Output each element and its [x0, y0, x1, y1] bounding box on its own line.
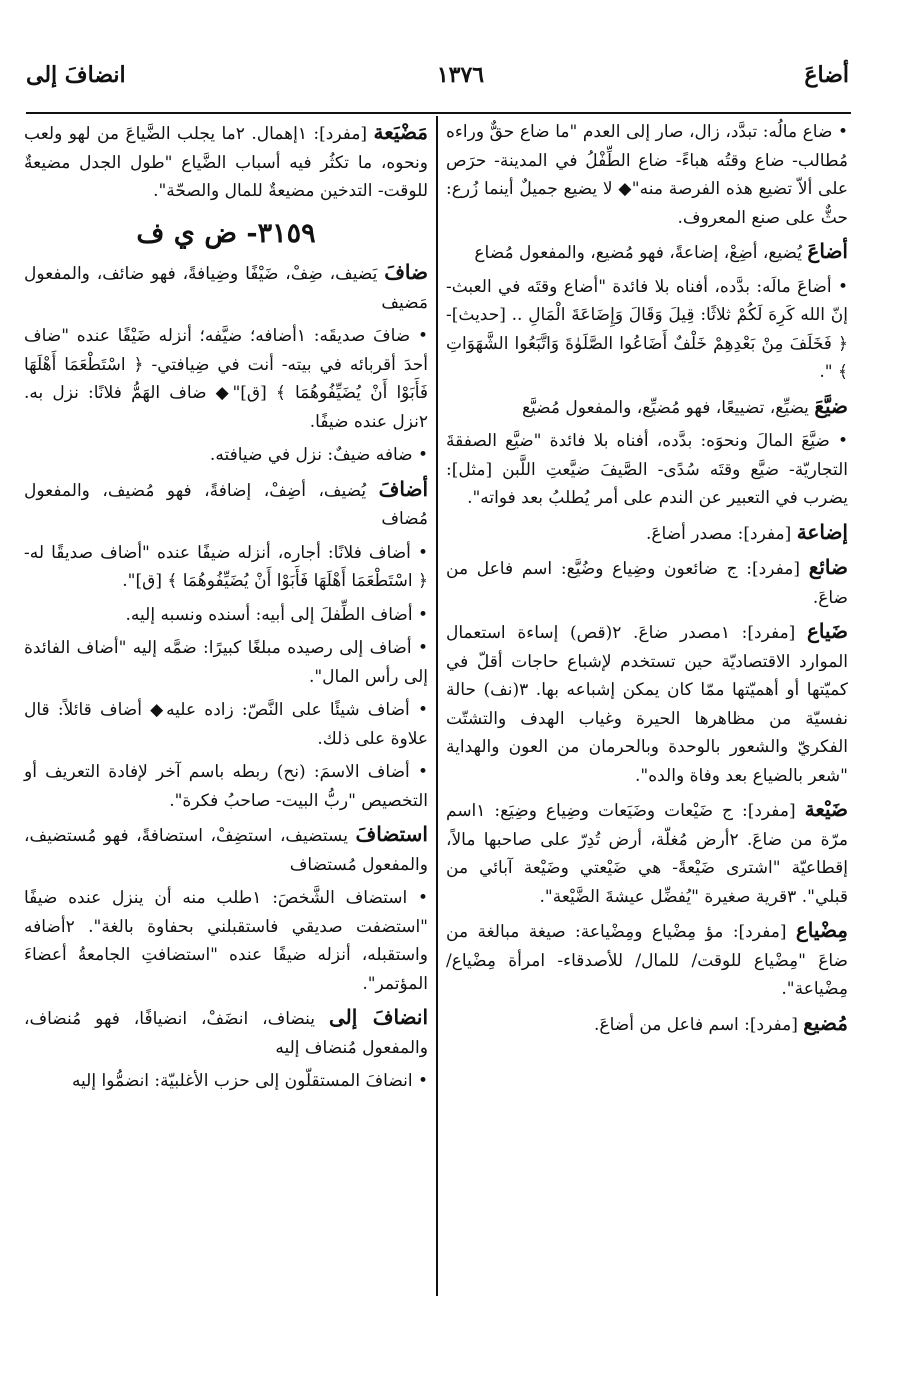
entry-text: • استضاف الشَّخصَ: ١طلب منه أن ينزل عنده ضيفًا "استضفت صديقي فاستقبلني بحفاوة بالغة". ٢أضافه واستقبله، أنزله ضيفًا عنده "استضافتِ الجامعةُ أعضاءَ المؤتمر". — [24, 888, 429, 994]
dictionary-entry — [446, 1009, 848, 1040]
dictionary-entry — [24, 884, 428, 998]
entry-text: يُضيع، أضِعْ، إضاعةً، فهو مُضيع، والمفعول مُضاع — [474, 243, 803, 263]
entry-text: • ضافَ صديقَه: ١أضافه؛ ضيَّفه؛ أنزله ضَيْفًا عنده "ضاف أحدَ أقربائه في بيته- أنت في ضِيافتي- ﴿ اسْتَطْعَمَا أَهْلَهَا فَأَبَوْا أَنْ يُضَيِّفُوهُمَا ﴾ [ق]"◆ ضاف الهَمُّ فلانًا: نزل به. ٢نزل عنده ضيفًا. — [24, 326, 428, 432]
entry-text: [مفرد]: اسم فاعل من أضاعَ. — [594, 1014, 798, 1035]
entry-text: • أضاف فلانًا: أجاره، أنزله ضيفًا عنده "أضاف صديقًا له- ﴿ اسْتَطْعَمَا أَهْلَهَا فَأَبَوْا أَنْ يُضَيِّفُوهُمَا ﴾ [ق]". — [24, 542, 428, 591]
dictionary-entry — [24, 758, 428, 815]
dictionary-entry — [24, 1003, 428, 1062]
entry-headword: أضاعَ — [807, 239, 848, 263]
dictionary-entry — [24, 696, 428, 753]
entry-headword: مُضيع — [803, 1010, 848, 1035]
dictionary-entry — [24, 601, 428, 630]
dictionary-entry — [24, 1067, 428, 1096]
entry-text: • ضيَّعَ المالَ ونحوَه: بدَّده، أفناه بلا فائدة "ضيَّع الصفقةَ التجاريّة- ضيَّع وقتَه سُدًى- الصَّيفَ ضيَّعتِ اللَّبن [مثل]: يضرب في التعبير عن الندم على أمر يُطلبُ بعد فواته". — [446, 431, 848, 508]
dictionary-entry — [446, 916, 848, 1004]
right-column — [446, 118, 848, 1044]
entry-text: يستضيف، استضِفْ، استضافةً، فهو مُستضيف، والمفعول مُستضاف — [24, 826, 428, 875]
entry-text: • ضاع مالُه: تبدَّد، زال، صار إلى العدم "ما ضاع حقٌّ وراءه مُطالب- ضاع وقتُه هباءً- ضاع الطِّفْلُ في المدينة- حرَص على ألاّ تضيع هذه الفرصة منه"◆ لا يضيع جميلٌ أينما زُرع: حثٌّ على صنع المعروف. — [446, 122, 848, 228]
entry-text: [مفرد]: مصدر أضاعَ. — [645, 523, 792, 544]
entry-text: • أضاف شيئًا على النَّصّ: زاده عليه◆ أضاف قائلاً: قال علاوة على ذلك. — [24, 700, 428, 749]
entry-headword: ضافَ — [384, 260, 428, 284]
dictionary-entry — [24, 322, 428, 436]
dictionary-entry — [446, 118, 848, 232]
section-title: ٣١٥٩- ض ي ف — [136, 217, 316, 249]
entry-text: [مفرد]: ج ضَيْعات وضَيَعات وضِياع وضِيَع: ١اسم مرّة من ضاعَ. ٢أرض مُغلّة، أرض تُدِرّ على صاحبها مالاً، إقطاعيّة "اشترى ضَيْعةً- هي ضَيْعتي وضَيْعة آبائي من قبلي". ٣قرية صغيرة "يُفضِّل عيشةَ الضَّيْعة". — [446, 801, 848, 907]
dictionary-entry — [446, 427, 848, 513]
left-column — [24, 118, 428, 1101]
dictionary-entry — [446, 795, 848, 911]
entry-text: • ضافه ضيفٌ: نزل في ضيافته. — [209, 445, 428, 465]
dictionary-entry — [24, 118, 428, 206]
dictionary-entry — [24, 258, 428, 317]
header-rule — [26, 112, 851, 114]
entry-text: يضيِّع، تضييعًا، فهو مُضيِّع، والمفعول مُضيَّع — [522, 397, 809, 418]
header-left-word: انضافَ إلى — [26, 62, 126, 88]
entry-text: [مفرد]: مؤ مِضْياع ومِضْياعة: صيغة مبالغة من ضاعَ "مِضْياع للوقت/ للمال/ للأصدقاء- امرأة مِضْياع/ مِضْياعة". — [446, 922, 848, 999]
entry-headword: استضافَ — [355, 822, 428, 846]
dictionary-entry — [24, 475, 428, 534]
entry-headword: ضائع — [808, 555, 849, 579]
dictionary-entry — [24, 441, 428, 470]
entry-text: ينضاف، انضَفْ، انضيافًا، فهو مُنضاف، والمفعول مُنضاف إليه — [24, 1009, 428, 1058]
entry-headword: انضافَ إلى — [328, 1005, 428, 1029]
dictionary-entry — [446, 617, 848, 790]
entry-headword: إضاعة — [796, 519, 848, 544]
dictionary-entry — [446, 237, 848, 268]
page-number: ١٣٧٦ — [436, 62, 485, 88]
entry-text: • أضاعَ مالَه: بدَّده، أفناه بلا فائدة "أضاع وقتَه في العبث- إنّ الله كَرِهَ لَكُمْ ثلاثًا: قِيلَ وَقَالَ وَإِضَاعَةَ الْمَالِ .. [حديث]- ﴿ فَخَلَفَ مِنْ بَعْدِهِمْ خَلْفٌ أَضَاعُوا الصَّلَوٰةَ وَاتَّبَعُوا الشَّهَوَاتِ ﴾ ". — [446, 276, 848, 382]
entry-headword: ضيَّعَ — [814, 393, 848, 418]
entry-headword: مَضْيَعة — [373, 120, 428, 144]
entry-headword: ضَياع — [806, 619, 849, 643]
entry-headword: أضافَ — [378, 476, 429, 501]
dictionary-entry — [446, 553, 848, 612]
entry-text: • أضاف إلى رصيده مبلغًا كبيرًا: ضمَّه إليه "أضاف الفائدة إلى رأس المال". — [24, 638, 428, 687]
dictionary-entry — [446, 273, 848, 387]
entry-text: يُضيف، أضِفْ، إضافةً، فهو مُضيف، والمفعول مُضاف — [24, 480, 428, 529]
dictionary-entry — [24, 634, 428, 691]
entry-text: [مفرد]: ١مصدر ضاعَ. ٢(قص) إساءة استعمال الموارد الاقتصاديّة حين تستخدم لإشباع حاجات أقلّ في كميّتها أو أهميّتها ممّا كان يمكن إشباعه بها. ٣(نف) حالة نفسيّة من مظاهرها الحيرة وغياب الهدف والتشتّت الفكريّ والشعور بالوحدة وبالحرمان من العون والهداية "شعر بالضياع بعد وفاة والده". — [446, 623, 848, 786]
column-divider — [436, 116, 438, 1296]
entry-headword: مِضْياع — [795, 918, 848, 942]
dictionary-entry — [446, 392, 848, 423]
entry-text: • أضاف الاسمَ: (نح) ربطه باسم آخر لإفادة التعريف أو التخصيص "ربُّ البيت- صاحبُ فكرة". — [24, 762, 428, 811]
entry-text: • انضافَ المستقلّون إلى حزب الأغلبيّة: انضمُّوا إليه — [71, 1071, 428, 1091]
dictionary-entry — [24, 820, 428, 879]
entry-text: • أضاف الطِّفلَ إلى أبيه: أسنده ونسبه إليه. — [125, 604, 428, 625]
entry-text: يَضيف، ضِفْ، ضَيْفًا وضِيافةً، فهو ضائف، والمفعول مَضيف — [24, 264, 428, 313]
entry-headword: ضَيْعة — [804, 797, 848, 821]
page-header — [0, 52, 921, 112]
dictionary-entry — [24, 539, 428, 596]
header-right-word: أضاعَ — [804, 62, 849, 88]
entry-text: [مفرد]: ١إهمال. ٢ما يجلب الضَّياعَ من لهو ولعب ونحوه، ما تكثُر فيه أسباب الضَّياع "طول الجدل مضيعةٌ للوقت- التدخين مضيعةٌ للمال والصحّة". — [24, 124, 428, 201]
entry-text: [مفرد]: ج ضائعون وضِياع وضُيَّع: اسم فاعل من ضاعَ. — [446, 559, 848, 608]
dictionary-entry — [446, 518, 848, 549]
